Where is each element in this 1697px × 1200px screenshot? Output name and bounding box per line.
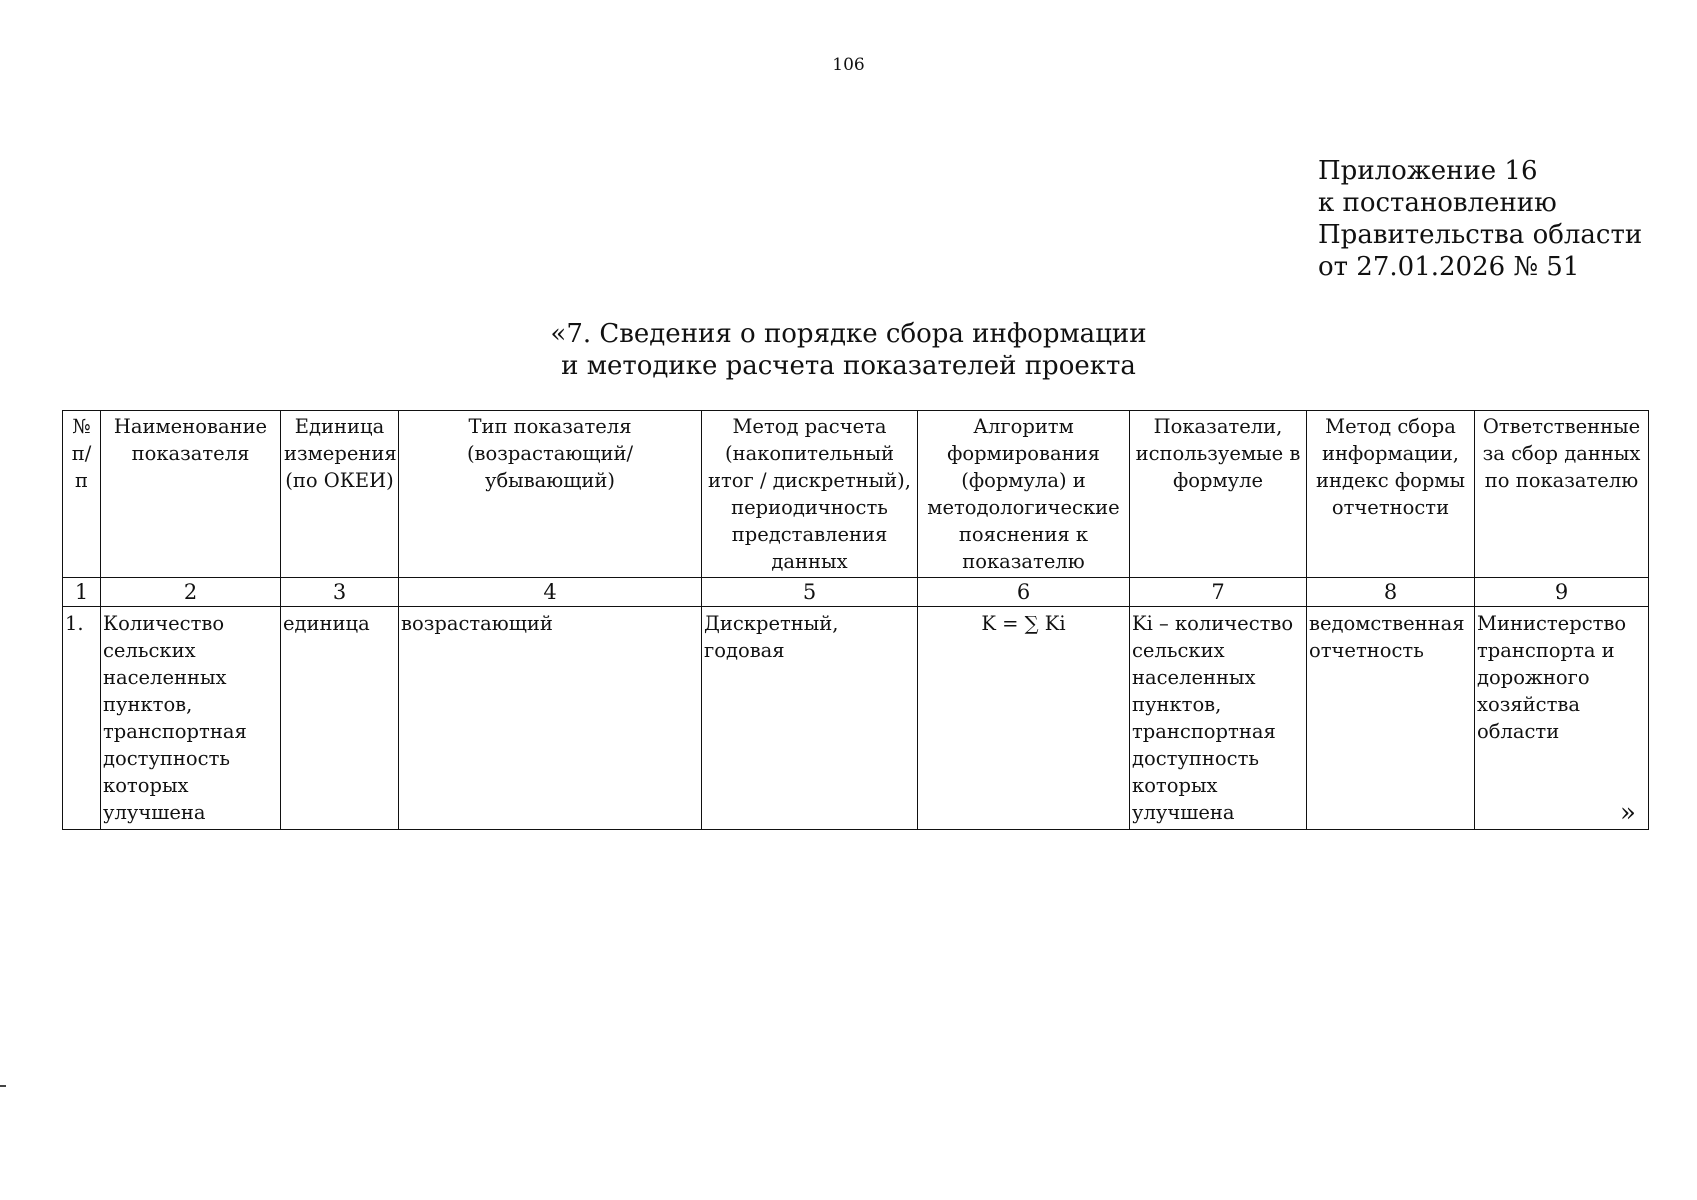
appendix-block bbox=[1318, 155, 1642, 283]
collection-method-cell: ведомственная отчетность bbox=[1307, 607, 1475, 830]
variables-cell: Ki – количество сельских населенных пунктов, транспортная доступность которых улучшена bbox=[1130, 607, 1307, 830]
header-cell-unit: Единица измерения (по ОКЕИ) bbox=[281, 411, 399, 578]
column-number: 6 bbox=[918, 578, 1130, 607]
margin-mark bbox=[0, 1085, 6, 1087]
indicator-name-cell: Количество сельских населенных пунктов, транспортная доступность которых улучшена bbox=[101, 607, 281, 830]
appendix-line: Приложение 16 bbox=[1318, 156, 1538, 186]
header-cell-type: Тип показателя (возрастающий/убывающий) bbox=[399, 411, 702, 578]
column-number: 8 bbox=[1307, 578, 1475, 607]
column-number: 4 bbox=[399, 578, 702, 607]
header-cell-method: Метод расчета (накопительный итог / дискретный), периодичность представления данных bbox=[702, 411, 918, 578]
unit-cell: единица bbox=[281, 607, 399, 830]
title-line: «7. Сведения о порядке сбора информации bbox=[550, 319, 1147, 349]
header-cell-collection: Метод сбора информации, индекс формы отчетности bbox=[1307, 411, 1475, 578]
closing-quote: » bbox=[1620, 798, 1636, 828]
method-cell: Дискретный, годовая bbox=[702, 607, 918, 830]
header-cell-formula: Алгоритм формирования (формула) и методологические пояснения к показателю bbox=[918, 411, 1130, 578]
column-number: 1 bbox=[63, 578, 101, 607]
indicators-table bbox=[62, 410, 1649, 830]
title-line: и методике расчета показателей проекта bbox=[561, 351, 1136, 381]
appendix-line: от 27.01.2026 № 51 bbox=[1318, 252, 1580, 282]
header-cell-variables: Показатели, используемые в формуле bbox=[1130, 411, 1307, 578]
column-number: 7 bbox=[1130, 578, 1307, 607]
header-cell-responsible: Ответственные за сбор данных по показателю bbox=[1475, 411, 1649, 578]
column-number: 2 bbox=[101, 578, 281, 607]
responsible-cell: Министерство транспорта и дорожного хозяйства области bbox=[1475, 607, 1649, 830]
header-cell-number: № п/п bbox=[63, 411, 101, 578]
appendix-line: к постановлению bbox=[1318, 188, 1557, 218]
page-number: 106 bbox=[832, 55, 865, 75]
column-number: 3 bbox=[281, 578, 399, 607]
row-number-cell: 1. bbox=[63, 607, 101, 830]
header-cell-name: Наименование показателя bbox=[101, 411, 281, 578]
column-number: 9 bbox=[1475, 578, 1649, 607]
document-title bbox=[0, 318, 1697, 382]
appendix-line: Правительства области bbox=[1318, 220, 1643, 250]
column-number-row bbox=[63, 578, 1649, 607]
table-header-row bbox=[63, 411, 1649, 578]
column-number: 5 bbox=[702, 578, 918, 607]
formula-cell: K = ∑ Ki bbox=[918, 607, 1130, 830]
table-row bbox=[63, 607, 1649, 830]
type-cell: возрастающий bbox=[399, 607, 702, 830]
